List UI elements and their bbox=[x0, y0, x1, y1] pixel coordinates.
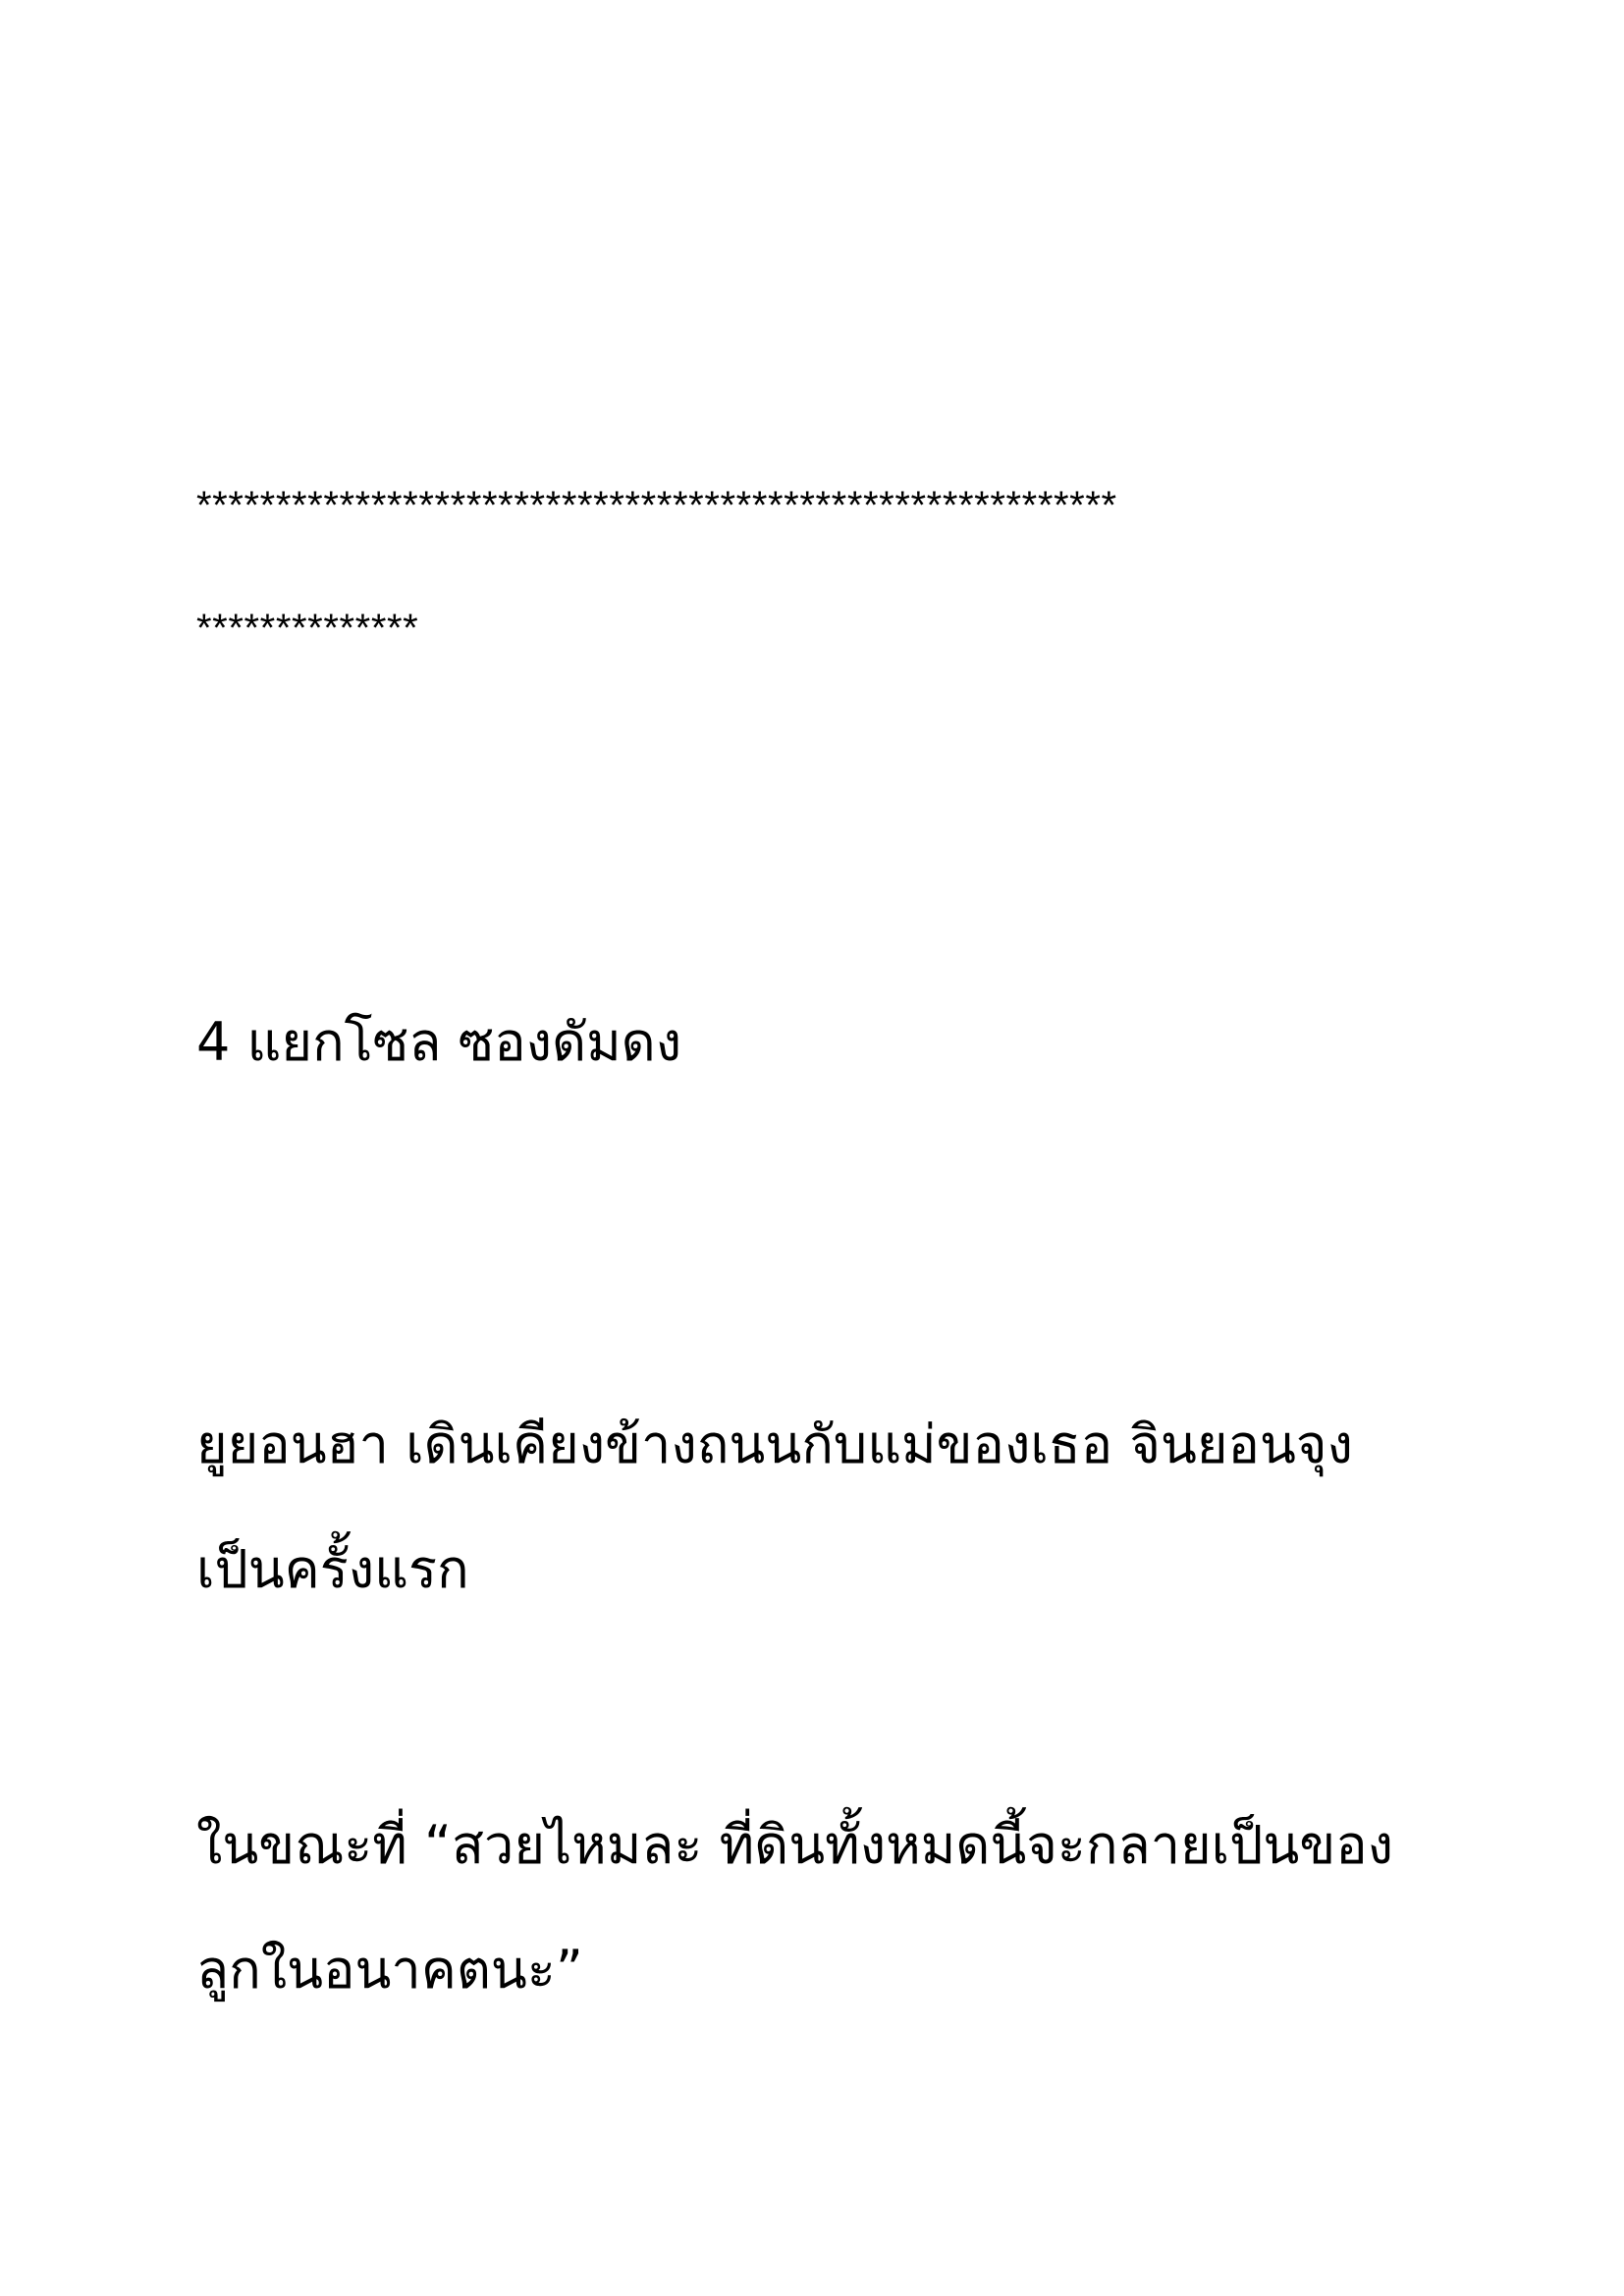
paragraph-line: เป็นครั้งแรก bbox=[196, 1538, 469, 1600]
separator-line: ************** bbox=[196, 607, 419, 650]
paragraph-line: ลูกในอนาคตนะ” bbox=[196, 1939, 583, 2001]
section-heading: 4 แยกโซล ซองดัมดง bbox=[196, 1011, 682, 1073]
paragraph-line: ยูยอนฮา เดินเคียงข้างถนนกับแม่ของเธอ จินยอนจุง bbox=[196, 1414, 1353, 1475]
separator-line: ********************************************************** bbox=[196, 484, 1117, 527]
paragraph-line: ในขณะที่ “สวยไหมละ ที่ดินทั้งหมดนี้จะกลายเป็นของ bbox=[196, 1814, 1394, 1876]
